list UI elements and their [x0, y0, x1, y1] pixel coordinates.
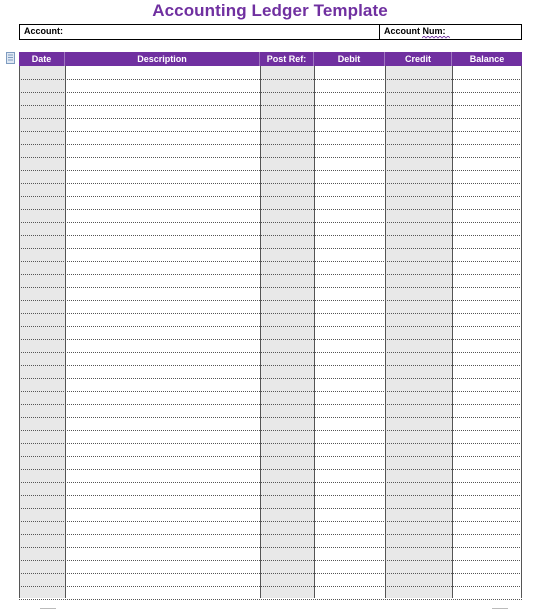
table-row[interactable] [19, 534, 522, 535]
table-row[interactable] [19, 274, 522, 275]
table-row[interactable] [19, 287, 522, 288]
table-row[interactable] [19, 170, 522, 171]
column-divider [385, 66, 386, 598]
table-row[interactable] [19, 495, 522, 496]
table-row[interactable] [19, 573, 522, 574]
table-row[interactable] [19, 430, 522, 431]
table-row[interactable] [19, 222, 522, 223]
column-divider [19, 66, 20, 598]
table-row[interactable] [19, 521, 522, 522]
table-row[interactable] [19, 547, 522, 548]
table-row[interactable] [19, 404, 522, 405]
table-row[interactable] [19, 144, 522, 145]
table-row[interactable] [19, 456, 522, 457]
table-row[interactable] [19, 313, 522, 314]
table-row[interactable] [19, 560, 522, 561]
account-info-row [19, 24, 522, 40]
column-divider [452, 66, 453, 598]
table-row[interactable] [19, 261, 522, 262]
column-header-credit: Credit [385, 52, 452, 66]
table-row[interactable] [19, 131, 522, 132]
date-column-bg [19, 66, 65, 598]
table-row[interactable] [19, 157, 522, 158]
post-ref-column-bg [260, 66, 314, 598]
column-divider [521, 66, 522, 598]
table-row[interactable] [19, 92, 522, 93]
table-row[interactable] [19, 482, 522, 483]
table-row[interactable] [19, 105, 522, 106]
table-row[interactable] [19, 508, 522, 509]
table-row[interactable] [19, 365, 522, 366]
spellcheck-squiggle [422, 36, 450, 39]
table-row[interactable] [19, 352, 522, 353]
account-num-label: Account Num: [384, 26, 446, 36]
table-row[interactable] [19, 209, 522, 210]
table-row[interactable] [19, 235, 522, 236]
table-row[interactable] [19, 248, 522, 249]
table-row[interactable] [19, 417, 522, 418]
document-icon [6, 52, 15, 64]
page-corner-mark [40, 608, 56, 609]
table-row[interactable] [19, 118, 522, 119]
table-row[interactable] [19, 300, 522, 301]
table-row[interactable] [19, 378, 522, 379]
table-row[interactable] [19, 586, 522, 587]
column-header-date: Date [19, 52, 65, 66]
table-row[interactable] [19, 443, 522, 444]
column-divider [65, 66, 66, 598]
table-row[interactable] [19, 391, 522, 392]
table-row[interactable] [19, 326, 522, 327]
column-divider [314, 66, 315, 598]
account-label: Account: [24, 26, 63, 36]
table-row[interactable] [19, 79, 522, 80]
column-header-balance: Balance [452, 52, 522, 66]
table-row[interactable] [19, 339, 522, 340]
ledger-table [19, 52, 522, 598]
column-divider [260, 66, 261, 598]
column-header-description: Description [65, 52, 260, 66]
table-row[interactable] [19, 469, 522, 470]
table-row[interactable] [19, 599, 522, 600]
account-num-cell[interactable] [379, 24, 523, 40]
page-title: Accounting Ledger Template [152, 1, 388, 20]
table-row[interactable] [19, 196, 522, 197]
column-header-debit: Debit [314, 52, 385, 66]
credit-column-bg [385, 66, 452, 598]
column-header-post-ref: Post Ref: [260, 52, 314, 66]
table-row[interactable] [19, 183, 522, 184]
page-corner-mark [492, 608, 508, 609]
